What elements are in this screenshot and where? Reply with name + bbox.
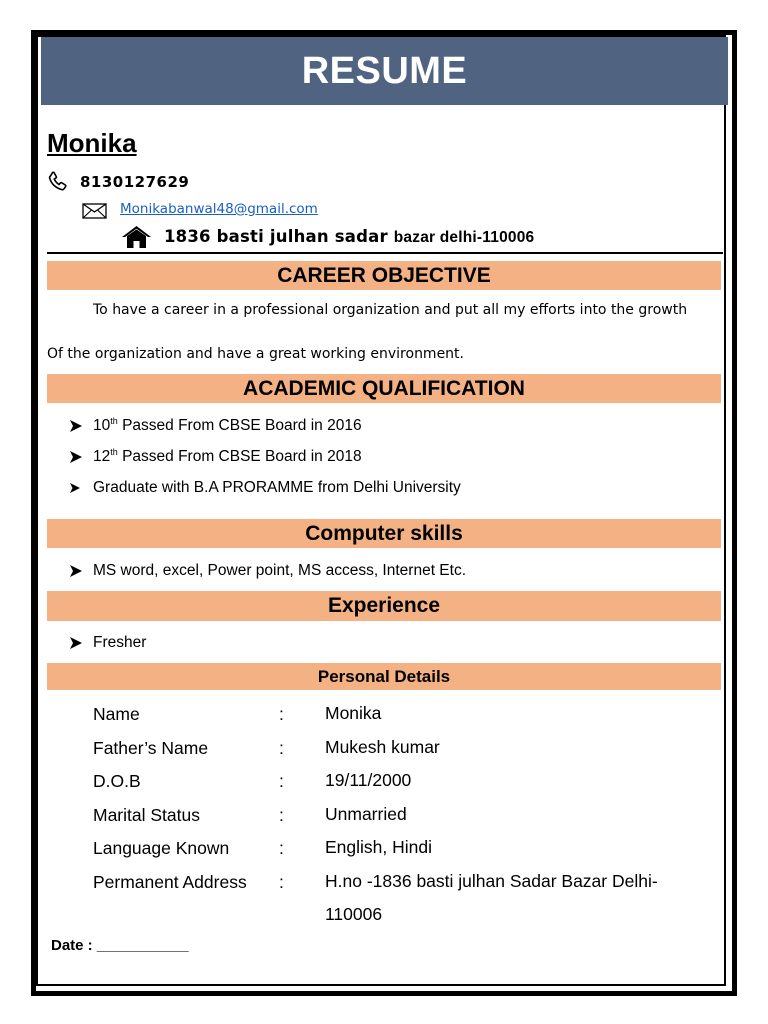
detail-colon: : bbox=[279, 804, 284, 825]
list-item: Fresher bbox=[70, 633, 146, 664]
resume-banner: RESUME bbox=[41, 37, 728, 105]
section-experience: Experience bbox=[47, 591, 721, 621]
candidate-name: Monika bbox=[47, 128, 137, 158]
section-academic: ACADEMIC QUALIFICATION bbox=[47, 374, 721, 403]
header-divider bbox=[47, 252, 723, 254]
detail-value: English, Hindi bbox=[325, 837, 432, 857]
detail-label: Permanent Address bbox=[93, 871, 247, 892]
arrow-bullet-icon bbox=[70, 483, 80, 493]
detail-label: Marital Status bbox=[93, 804, 200, 825]
detail-label: Language Known bbox=[93, 838, 230, 858]
detail-colon: : bbox=[279, 737, 284, 758]
date-field: Date : ___________ bbox=[51, 937, 189, 954]
list-item: 12th Passed From CBSE Board in 2018 bbox=[70, 447, 461, 478]
phone-icon bbox=[46, 170, 70, 194]
address-line bbox=[164, 227, 534, 247]
section-career-objective: CAREER OBJECTIVE bbox=[47, 261, 721, 290]
objective-paragraph-2: Of the organization and have a great working environment. bbox=[47, 346, 464, 362]
experience-list bbox=[70, 633, 146, 664]
academic-list bbox=[70, 416, 461, 509]
section-computer-skills: Computer skills bbox=[47, 519, 721, 548]
detail-value: 19/11/2000 bbox=[325, 770, 412, 790]
list-item: Graduate with B.A PRORAMME from Delhi University bbox=[70, 478, 461, 509]
home-icon bbox=[121, 225, 152, 249]
list-item: MS word, excel, Power point, MS access, Internet Etc. bbox=[70, 561, 466, 592]
detail-colon: : bbox=[279, 838, 284, 858]
arrow-bullet-icon bbox=[70, 637, 82, 649]
skills-list bbox=[70, 561, 466, 592]
detail-label: D.O.B bbox=[93, 771, 141, 791]
detail-colon: : bbox=[279, 704, 284, 724]
email-link[interactable]: Monikabanwal48@gmail.com bbox=[120, 201, 318, 217]
arrow-bullet-icon bbox=[70, 565, 82, 577]
mail-icon bbox=[82, 203, 107, 219]
section-personal-details: Personal Details bbox=[47, 663, 721, 690]
objective-paragraph-1: To have a career in a professional organization and put all my efforts into the growth bbox=[93, 302, 688, 318]
detail-value: Mukesh kumar bbox=[325, 736, 440, 757]
phone-number: 8130127629 bbox=[80, 173, 190, 191]
detail-value: Unmarried bbox=[325, 803, 407, 824]
detail-label: Father’s Name bbox=[93, 737, 209, 758]
detail-value: Monika bbox=[325, 703, 382, 723]
detail-label: Name bbox=[93, 704, 140, 724]
detail-value: H.no -1836 basti julhan Sadar Bazar Delhi-110006 bbox=[325, 870, 658, 924]
arrow-bullet-icon bbox=[70, 451, 82, 463]
arrow-bullet-icon bbox=[70, 420, 82, 432]
list-item: 10th Passed From CBSE Board in 2016 bbox=[70, 416, 461, 447]
detail-colon: : bbox=[279, 871, 284, 892]
address-main: 1836 basti julhan sadar bbox=[164, 227, 388, 246]
detail-colon: : bbox=[279, 771, 284, 791]
address-tail: bazar delhi-110006 bbox=[393, 229, 535, 246]
